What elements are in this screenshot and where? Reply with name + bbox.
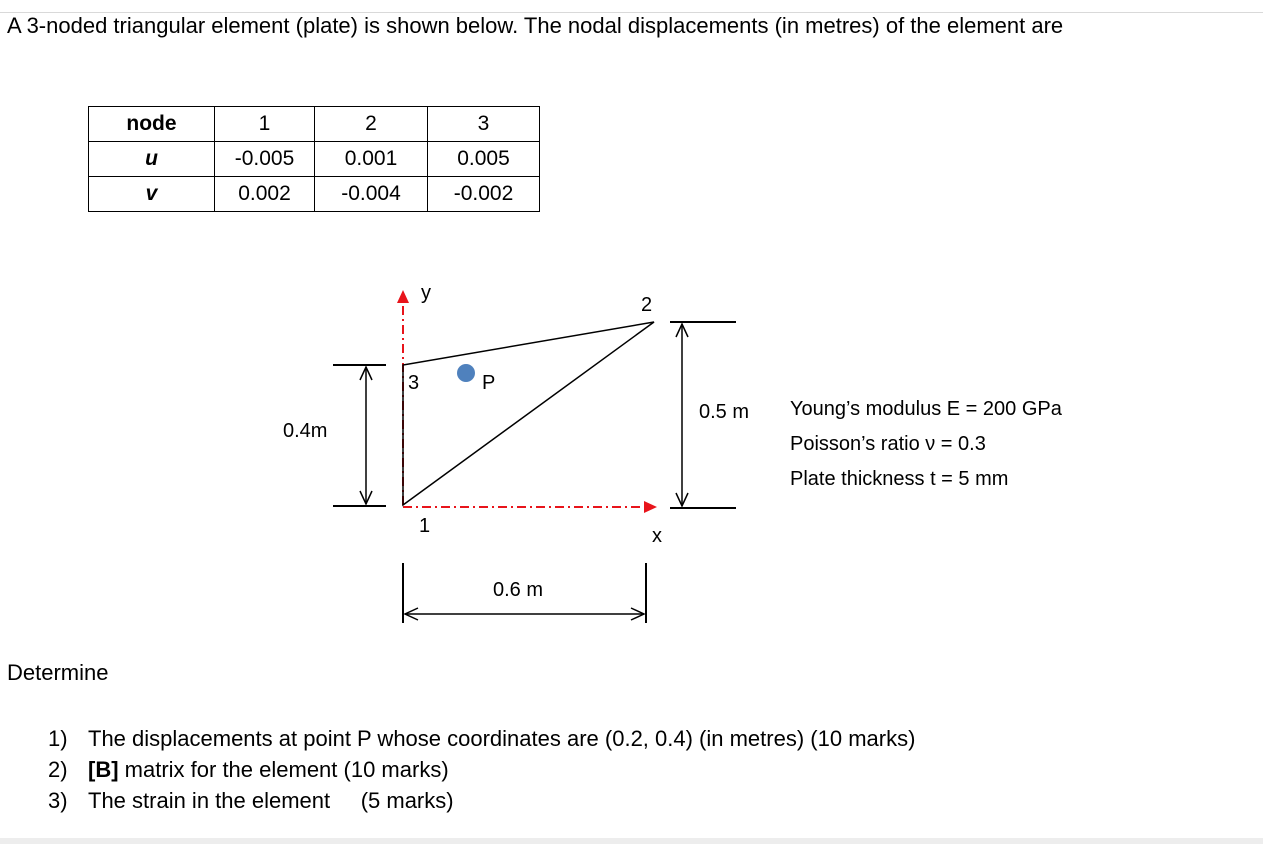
table-cell: 0.005 bbox=[428, 142, 540, 177]
x-axis-label: x bbox=[652, 525, 662, 547]
table-cell: -0.002 bbox=[428, 177, 540, 212]
task-list bbox=[48, 723, 915, 816]
material-properties bbox=[790, 392, 1062, 497]
task-number: 2) bbox=[48, 757, 68, 782]
dim-right-label: 0.5 m bbox=[699, 401, 750, 423]
row-label-u: u bbox=[89, 142, 215, 177]
bottom-bar bbox=[0, 838, 1263, 844]
table-header-cell: 3 bbox=[428, 107, 540, 142]
task-text: The displacements at point P whose coordinates are (0.2, 0.4) (in metres) (10 marks) bbox=[88, 726, 916, 751]
row-label-v: v bbox=[89, 177, 215, 212]
list-item bbox=[48, 754, 915, 785]
task-number: 3) bbox=[48, 788, 68, 813]
dim-left-label: 0.4m bbox=[283, 420, 328, 442]
node-2-label: 2 bbox=[641, 294, 653, 316]
determine-heading: Determine bbox=[7, 660, 109, 685]
poissons-ratio: Poisson’s ratio ν = 0.3 bbox=[790, 433, 986, 455]
point-p-label: P bbox=[482, 372, 496, 394]
table-cell: 0.002 bbox=[215, 177, 315, 212]
x-axis-arrow bbox=[644, 501, 657, 513]
youngs-modulus: Young’s modulus E = 200 GPa bbox=[790, 398, 1062, 420]
list-item bbox=[48, 723, 915, 754]
table-header-cell: 1 bbox=[215, 107, 315, 142]
node-1-label: 1 bbox=[419, 515, 431, 537]
problem-intro: A 3-noded triangular element (plate) is shown below. The nodal displacements (in metres) of the element are bbox=[7, 13, 1064, 38]
table-cell: 0.001 bbox=[315, 142, 428, 177]
task-text: matrix for the element (10 marks) bbox=[118, 757, 449, 782]
triangle-element bbox=[403, 322, 654, 505]
table-header-cell: node bbox=[89, 107, 215, 142]
table-header-cell: 2 bbox=[315, 107, 428, 142]
y-axis-arrow bbox=[397, 290, 409, 303]
table-cell: -0.004 bbox=[315, 177, 428, 212]
table-cell: -0.005 bbox=[215, 142, 315, 177]
task-number: 1) bbox=[48, 726, 68, 751]
dim-bottom-label: 0.6 m bbox=[493, 579, 544, 601]
list-item bbox=[48, 785, 915, 816]
node-3-label: 3 bbox=[408, 372, 420, 394]
task-text-bold: [B] bbox=[88, 757, 119, 782]
task-text: The strain in the element (5 marks) bbox=[88, 788, 454, 813]
plate-thickness: Plate thickness t = 5 mm bbox=[790, 468, 1009, 490]
point-p-marker bbox=[457, 364, 475, 382]
y-axis-label: y bbox=[421, 282, 431, 304]
